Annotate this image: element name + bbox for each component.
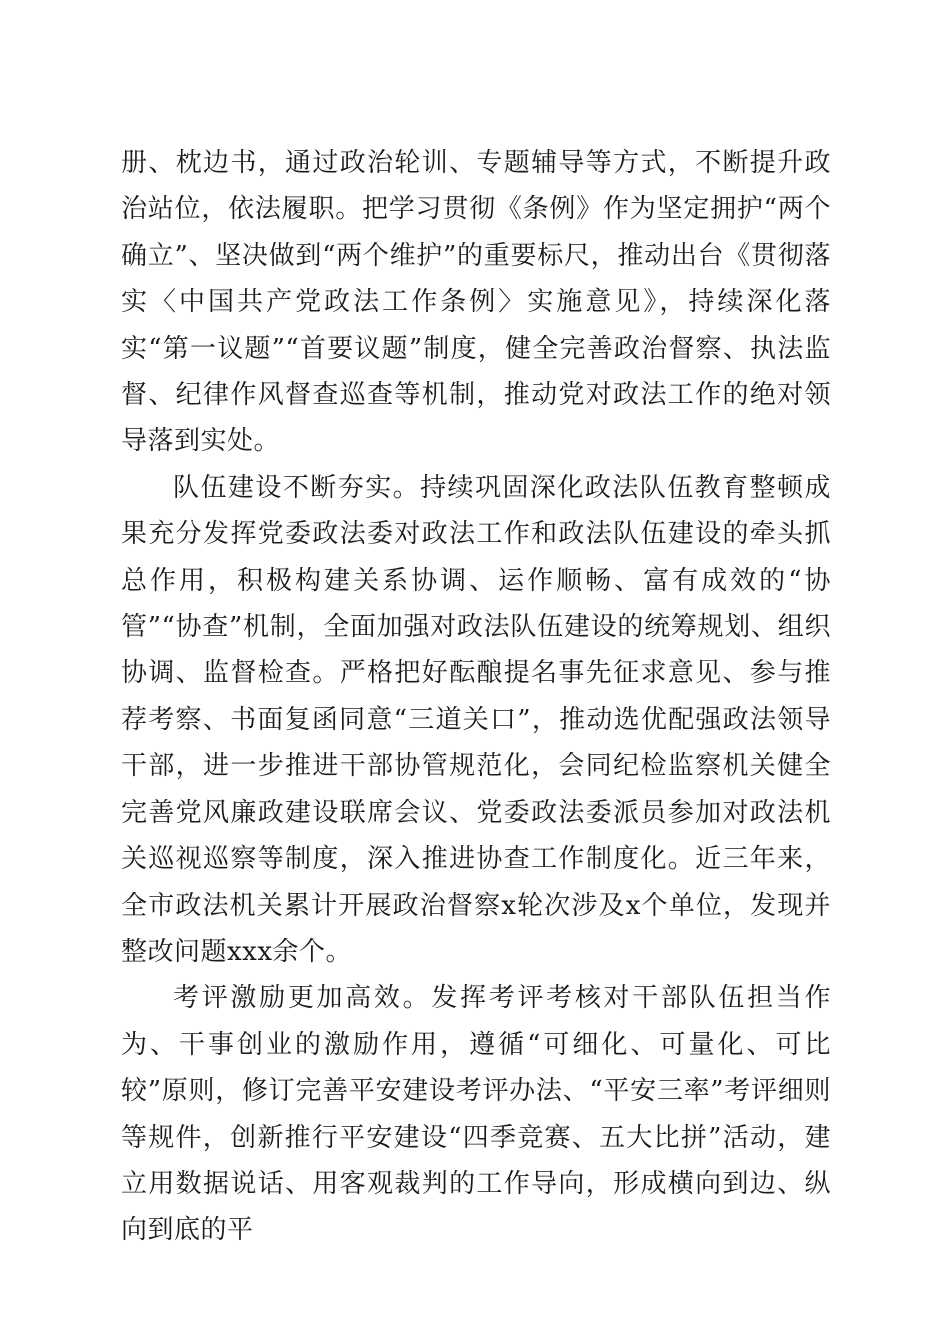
paragraph-political-study: 册、枕边书，通过政治轮训、专题辅导等方式，不断提升政治站位，依法履职。把学习贯彻《条例》作为坚定拥护“两个确立”、坚决做到“两个维护”的重要标尺，推动出台《贯彻落实〈中国共产党政法工作条例〉实施意见》，持续深化落实“第一议题”“首要议题”制度，健全完善政治督察、执法监督、纪律作风督查巡查等机制，推动党对政法工作的绝对领导落到实处。 — [121, 148, 831, 457]
paragraph-team-building: 队伍建设不断夯实。持续巩固深化政法队伍教育整顿成果充分发挥党委政法委对政法工作和政法队伍建设的牵头抓总作用，积极构建关系协调、运作顺畅、富有成效的“协管”“协查”机制，全面加强对政法队伍建设的统筹规划、组织协调、监督检查。严格把好酝酿提名事先征求意见、参与推荐考察、书面复函同意“三道关口”，推动选优配强政法领导干部，进一步推进干部协管规范化，会同纪检监察机关健全完善党风廉政建设联席会议、党委政法委派员参加对政法机关巡视巡察等制度，深入推进协查工作制度化。近三年来，全市政法机关累计开展政治督察x轮次涉及x个单位，发现并整改问题xxx余个。 — [121, 472, 831, 967]
paragraph-evaluation-incentive: 考评激励更加高效。发挥考评考核对干部队伍担当作为、干事创业的激励作用，遵循“可细化、可量化、可比较”原则，修订完善平安建设考评办法、“平安三率”考评细则等规件，创新推行平安建设“四季竞赛、五大比拼”活动，建立用数据说话、用客观裁判的工作导向，形成横向到边、纵向到底的平 — [121, 983, 831, 1246]
document-body — [121, 140, 831, 1254]
